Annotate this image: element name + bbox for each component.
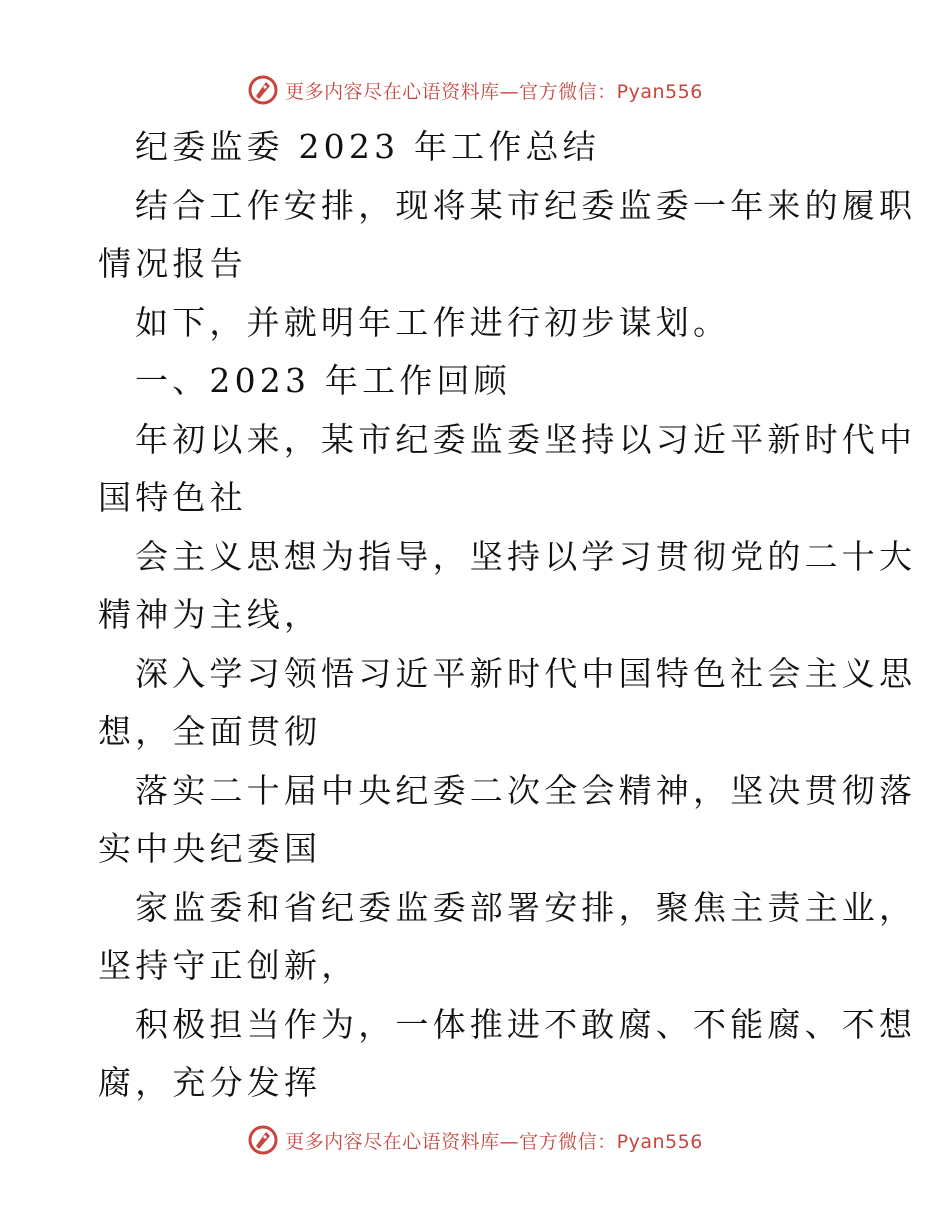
paragraph-line: 如下，并就明年工作进行初步谋划。 xyxy=(135,302,731,342)
paragraph-line: 家监委和省纪委监委部署安排，聚焦主责主业， xyxy=(135,887,917,927)
footer-watermark-banner xyxy=(0,1120,950,1160)
paragraph-line: 积极担当作为，一体推进不敢腐、不能腐、不想 xyxy=(135,1004,917,1044)
paragraph-line: 国特色社 xyxy=(98,478,247,517)
paragraph-line: 落实二十届中央纪委二次全会精神，坚决贯彻落 xyxy=(135,770,917,810)
pen-nib-circle-icon xyxy=(247,74,279,106)
document-body xyxy=(98,118,917,1113)
watermark-text: 更多内容尽在心语资料库—官方微信：Pyan556 xyxy=(285,1130,703,1153)
header-watermark-banner xyxy=(0,70,950,110)
paragraph-line: 会主义思想为指导，坚持以学习贯彻党的二十大 xyxy=(135,536,917,576)
paragraph-line: 情况报告 xyxy=(98,244,247,283)
paragraph-line: 腐，充分发挥 xyxy=(98,1063,322,1102)
paragraph-line: 结合工作安排，现将某市纪委监委一年来的履职 xyxy=(135,185,917,225)
paragraph-line: 坚持守正创新， xyxy=(98,946,359,985)
paragraph-line: 想，全面贯彻 xyxy=(98,712,322,751)
paragraph-line: 一、2023 年工作回顾 xyxy=(135,361,511,400)
document-title: 纪委监委 2023 年工作总结 xyxy=(135,127,600,166)
paragraph-line: 实中央纪委国 xyxy=(98,829,322,868)
watermark-text: 更多内容尽在心语资料库—官方微信：Pyan556 xyxy=(285,80,703,103)
paragraph-line: 精神为主线， xyxy=(98,595,322,634)
pen-nib-circle-icon xyxy=(247,1124,279,1156)
paragraph-line: 深入学习领悟习近平新时代中国特色社会主义思 xyxy=(135,653,917,693)
paragraph-line: 年初以来，某市纪委监委坚持以习近平新时代中 xyxy=(135,419,917,459)
